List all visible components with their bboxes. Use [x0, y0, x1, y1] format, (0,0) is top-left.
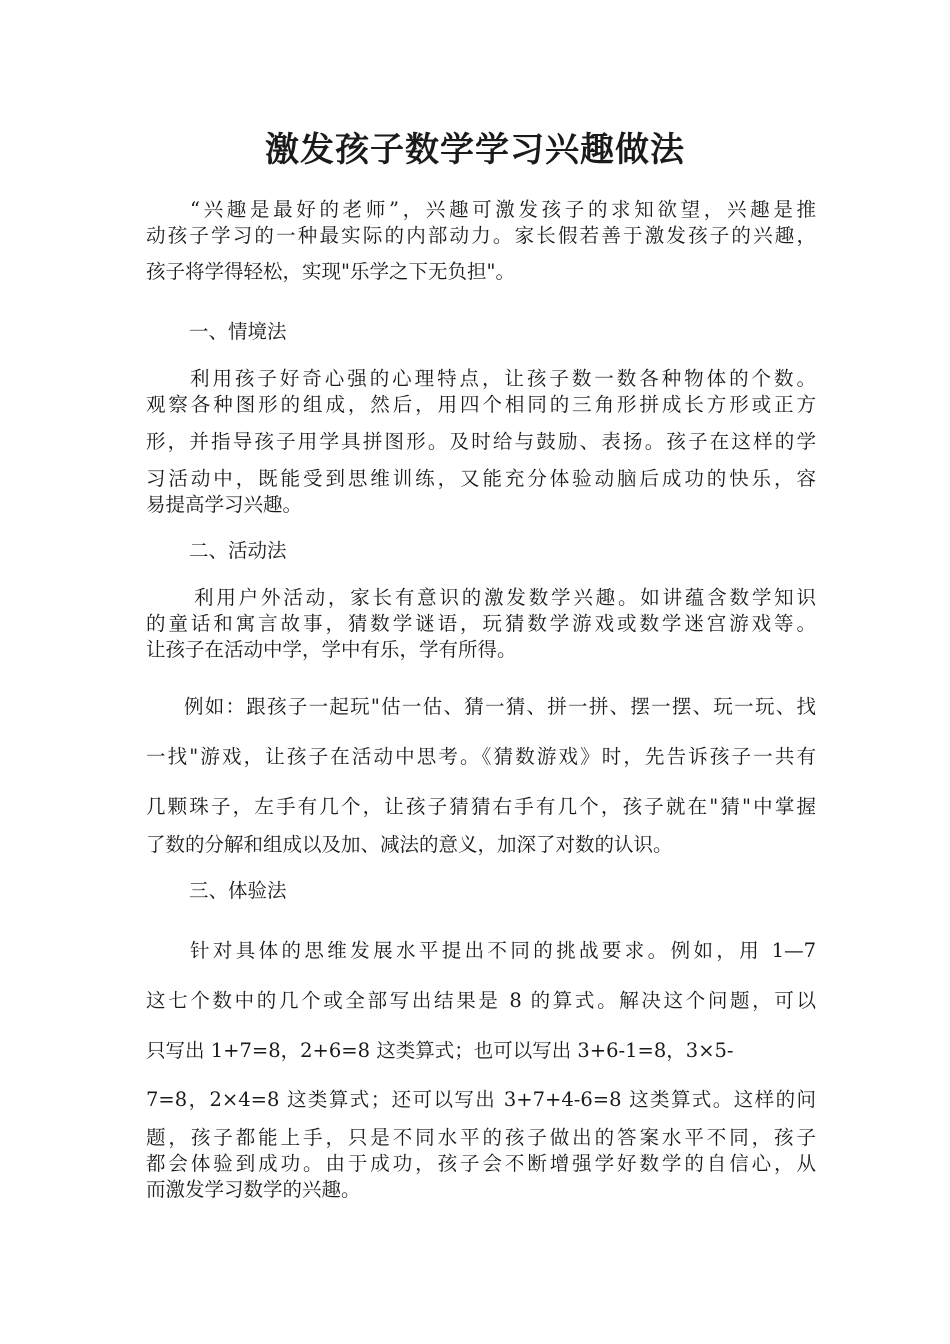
paragraph-line: 7=8，2×4=8 这类算式；还可以写出 3+7+4-6=8 这类算式。这样的问 — [146, 1088, 816, 1111]
paragraph-line: 的童话和寓言故事，猜数学谜语，玩猜数学游戏或数学迷宫游戏等。 — [146, 612, 816, 635]
paragraph-line: 利用户外活动，家长有意识的激发数学兴趣。如讲蕴含数学知识 — [194, 586, 816, 609]
intro-line: 动孩子学习的一种最实际的内部动力。家长假若善于激发孩子的兴趣， — [146, 224, 816, 247]
example-line: 例如：跟孩子一起玩"估一估、猜一猜、拼一拼、摆一摆、玩一玩、找 — [184, 695, 816, 718]
paragraph-line: 这七个数中的几个或全部写出结果是 8 的算式。解决这个问题，可以 — [146, 989, 816, 1012]
paragraph-line: 习活动中，既能受到思维训练，又能充分体验动脑后成功的快乐，容 — [146, 467, 816, 490]
paragraph-line: 都会体验到成功。由于成功，孩子会不断增强学好数学的自信心，从 — [146, 1152, 816, 1175]
example-line: 几颗珠子，左手有几个，让孩子猜猜右手有几个，孩子就在"猜"中掌握 — [146, 795, 816, 818]
paragraph-line: 而激发学习数学的兴趣。 — [146, 1178, 361, 1201]
paragraph-line: 观察各种图形的组成，然后，用四个相同的三角形拼成长方形或正方 — [146, 393, 816, 416]
paragraph-line: 让孩子在活动中学，学中有乐，学有所得。 — [146, 638, 517, 661]
example-line: 了数的分解和组成以及加、减法的意义，加深了对数的认识。 — [146, 833, 673, 856]
example-line: 一找"游戏，让孩子在活动中思考。《猜数游戏》时，先告诉孩子一共有 — [146, 745, 816, 768]
intro-line: “兴趣是最好的老师”，兴趣可激发孩子的求知欲望，兴趣是推 — [190, 198, 816, 221]
paragraph-line: 题，孩子都能上手，只是不同水平的孩子做出的答案水平不同，孩子 — [146, 1126, 816, 1149]
section-heading: 三、体验法 — [189, 879, 287, 902]
paragraph-line: 利用孩子好奇心强的心理特点，让孩子数一数各种物体的个数。 — [190, 367, 816, 390]
document-title: 激发孩子数学学习兴趣做法 — [265, 130, 685, 170]
paragraph-line: 只写出 1+7=8，2+6=8 这类算式；也可以写出 3+6-1=8，3×5- — [146, 1039, 734, 1062]
section-heading: 二、活动法 — [189, 539, 287, 562]
section-heading: 一、情境法 — [189, 320, 287, 343]
paragraph-line: 易提高学习兴趣。 — [146, 493, 303, 516]
paragraph-line: 形，并指导孩子用学具拼图形。及时给与鼓励、表扬。孩子在这样的学 — [146, 430, 816, 453]
paragraph-line: 针对具体的思维发展水平提出不同的挑战要求。例如，用 1—7 — [190, 939, 816, 962]
intro-line: 孩子将学得轻松，实现"乐学之下无负担"。 — [146, 260, 515, 283]
